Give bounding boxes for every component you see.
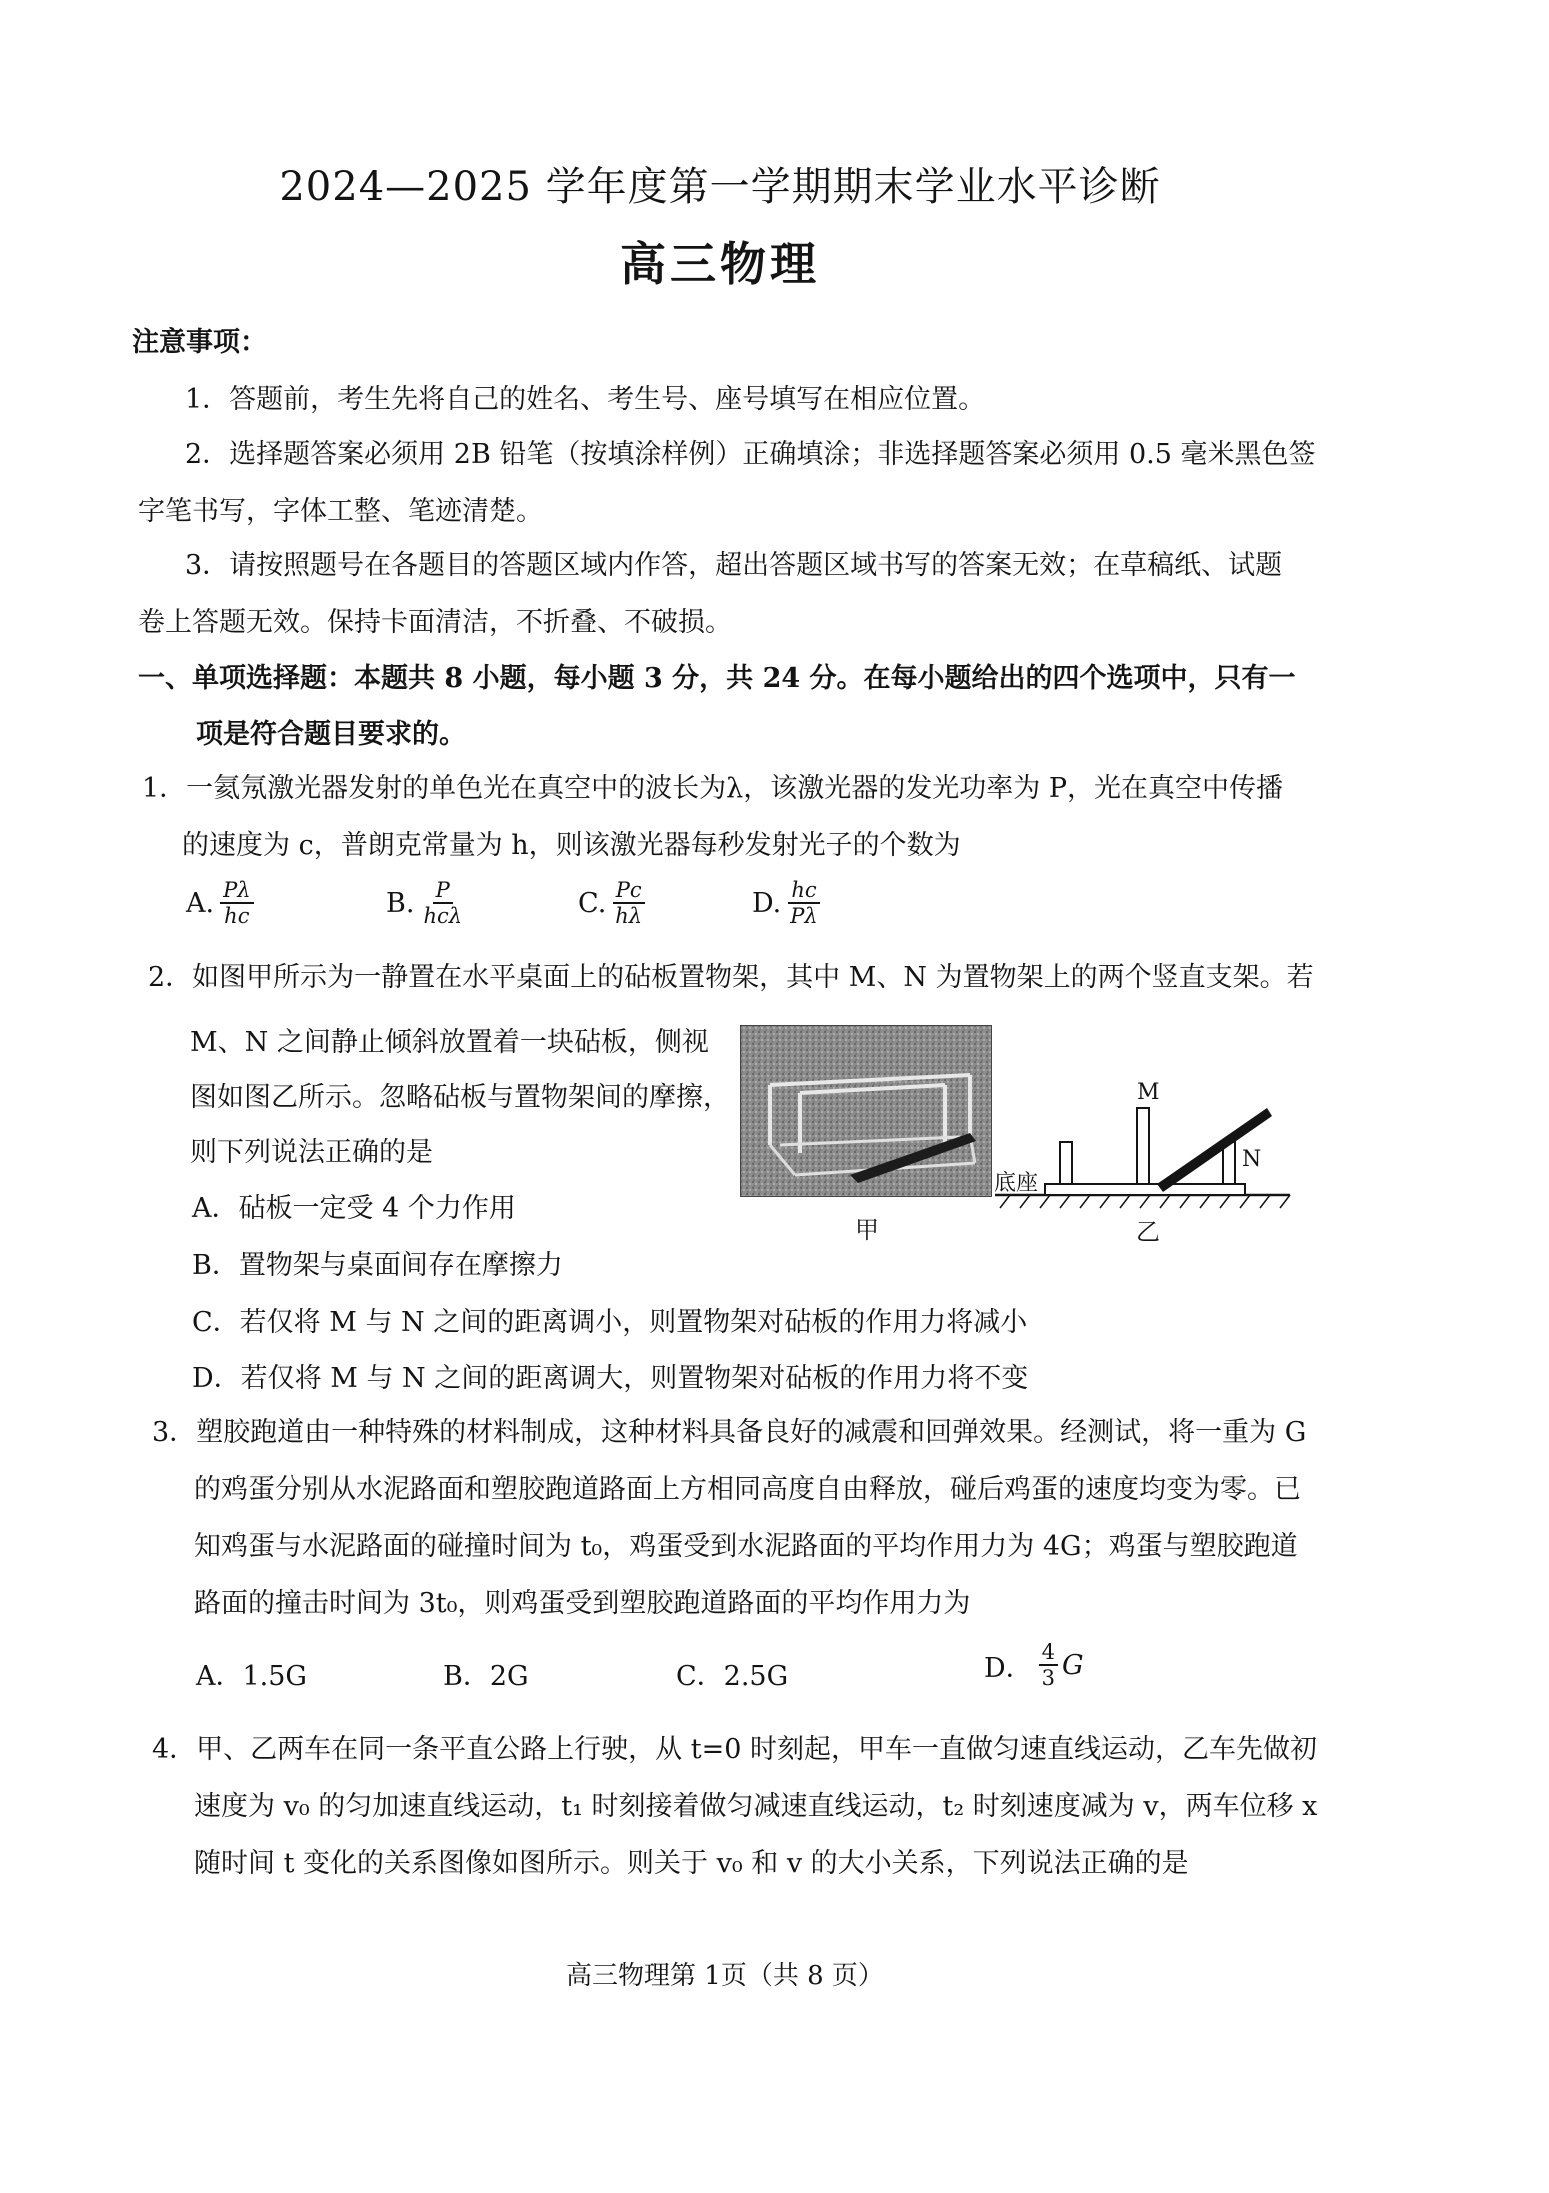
question-3-line-3: 知鸡蛋与水泥路面的碰撞时间为 t₀，鸡蛋受到水泥路面的平均作用力为 4G；鸡蛋与塑胶跑道 xyxy=(194,1531,1298,1562)
q1-option-d-label: D. xyxy=(752,887,782,919)
q2-option-c: C．若仅将 M 与 N 之间的距离调小，则置物架对砧板的作用力将减小 xyxy=(192,1307,1028,1338)
q3-option-d-numerator: 4 xyxy=(1039,1640,1058,1666)
q1-option-c-fraction xyxy=(612,878,645,928)
figure-yi-label-m: M xyxy=(1137,1080,1160,1105)
q1-option-b-fraction xyxy=(420,878,465,928)
q2-option-b: B．置物架与桌面间存在摩擦力 xyxy=(192,1250,563,1281)
question-2-line-4: 则下列说法正确的是 xyxy=(190,1137,433,1168)
q3-option-d xyxy=(984,1640,1084,1690)
q1-option-a-fraction xyxy=(220,878,253,928)
figure-jia-photo xyxy=(740,1025,992,1197)
q1-option-a xyxy=(186,878,254,928)
question-1-line-2: 的速度为 c，普朗克常量为 h，则该激光器每秒发射光子的个数为 xyxy=(182,830,961,861)
q1-option-a-numerator: Pλ xyxy=(220,878,253,904)
q1-option-b-numerator: P xyxy=(433,878,453,904)
notice-item-3-line-2: 卷上答题无效。保持卡面清洁，不折叠、不破损。 xyxy=(138,607,732,638)
q1-option-b-denominator: hcλ xyxy=(423,904,463,929)
notice-item-2-line-1: 2．选择题答案必须用 2B 铅笔（按填涂样例）正确填涂；非选择题答案必须用 0.5 毫米黑色签 xyxy=(185,439,1316,470)
section-1-heading-line-2: 项是符合题目要求的。 xyxy=(196,719,466,750)
question-3-line-2: 的鸡蛋分别从水泥路面和塑胶跑道路面上方相同高度自由释放，碰后鸡蛋的速度均变为零。已 xyxy=(194,1474,1301,1505)
q1-option-a-label: A. xyxy=(186,887,215,919)
figure-yi-caption: 乙 xyxy=(1136,1218,1160,1246)
q2-option-a: A．砧板一定受 4 个力作用 xyxy=(192,1193,516,1224)
ground-hatching xyxy=(1000,1195,1290,1208)
notice-item-1: 1．答题前，考生先将自己的姓名、考生号、座号填写在相应位置。 xyxy=(185,384,986,415)
question-4-line-1: 4．甲、乙两车在同一条平直公路上行驶，从 t=0 时刻起，甲车一直做匀速直线运动，乙车先做初 xyxy=(152,1734,1317,1765)
q1-option-d xyxy=(752,878,821,928)
q3-option-d-suffix: G xyxy=(1062,1649,1084,1681)
q1-option-b xyxy=(386,878,465,928)
notice-heading: 注意事项： xyxy=(132,327,267,358)
question-2-line-2: M、N 之间静止倾斜放置着一块砧板，侧视 xyxy=(190,1027,709,1058)
question-2-line-3: 图如图乙所示。忽略砧板与置物架间的摩擦， xyxy=(190,1082,730,1113)
q1-option-c-label: C. xyxy=(578,887,607,919)
figure-yi-label-base: 底座 xyxy=(994,1171,1039,1196)
q1-option-d-denominator: Pλ xyxy=(790,904,818,929)
figure-yi-label-n: N xyxy=(1242,1147,1262,1172)
question-3-line-1: 3．塑胶跑道由一种特殊的材料制成，这种材料具备良好的减震和回弹效果。经测试，将一重为 G xyxy=(152,1417,1307,1448)
q3-option-a: A．1.5G xyxy=(196,1661,308,1692)
question-4-line-3: 随时间 t 变化的关系图像如图所示。则关于 v₀ 和 v 的大小关系，下列说法正确的是 xyxy=(194,1848,1189,1879)
section-1-heading: 一、单项选择题：本题共 8 小题，每小题 3 分，共 24 分。在每小题给出的四个选项中，只有一 xyxy=(138,663,1296,694)
exam-title: 2024—2025 学年度第一学期期末学业水平诊断 xyxy=(279,164,1161,210)
q1-option-d-fraction xyxy=(787,878,820,928)
q2-option-d: D．若仅将 M 与 N 之间的距离调大，则置物架对砧板的作用力将不变 xyxy=(192,1363,1029,1394)
notice-item-3-line-1: 3．请按照题号在各题目的答题区域内作答，超出答题区域书写的答案无效；在草稿纸、试题 xyxy=(185,550,1283,581)
q1-option-a-denominator: hc xyxy=(224,904,250,929)
q1-option-c-denominator: hλ xyxy=(615,904,643,929)
notice-item-2-line-2: 字笔书写，字体工整、笔迹清楚。 xyxy=(138,496,543,527)
question-1-line-1: 1．一氦氖激光器发射的单色光在真空中的波长为λ，该激光器的发光功率为 P，光在真空中传播 xyxy=(142,773,1284,804)
q1-option-c xyxy=(578,878,645,928)
q1-option-b-label: B. xyxy=(386,887,415,919)
exam-subject: 高三物理 xyxy=(620,237,820,291)
q1-option-c-numerator: Pc xyxy=(613,878,645,904)
q3-option-b: B．2G xyxy=(443,1661,529,1692)
page-footer: 高三物理第 1页（共 8 页） xyxy=(566,1961,884,1991)
question-4-line-2: 速度为 v₀ 的匀加速直线运动，t₁ 时刻接着做匀减速直线运动，t₂ 时刻速度减为 v，两车位移 x xyxy=(194,1791,1318,1822)
figure-jia-caption: 甲 xyxy=(855,1216,879,1244)
q1-option-d-numerator: hc xyxy=(788,878,819,904)
q3-option-d-fraction xyxy=(1039,1640,1058,1690)
q3-option-d-denominator: 3 xyxy=(1041,1666,1056,1691)
q3-option-d-label: D． xyxy=(984,1652,1033,1684)
q3-option-c: C．2.5G xyxy=(676,1661,789,1692)
question-3-line-4: 路面的撞击时间为 3t₀，则鸡蛋受到塑胶跑道路面的平均作用力为 xyxy=(194,1588,971,1619)
question-2-line-1: 2．如图甲所示为一静置在水平桌面上的砧板置物架，其中 M、N 为置物架上的两个竖直支架。若 xyxy=(148,962,1314,993)
